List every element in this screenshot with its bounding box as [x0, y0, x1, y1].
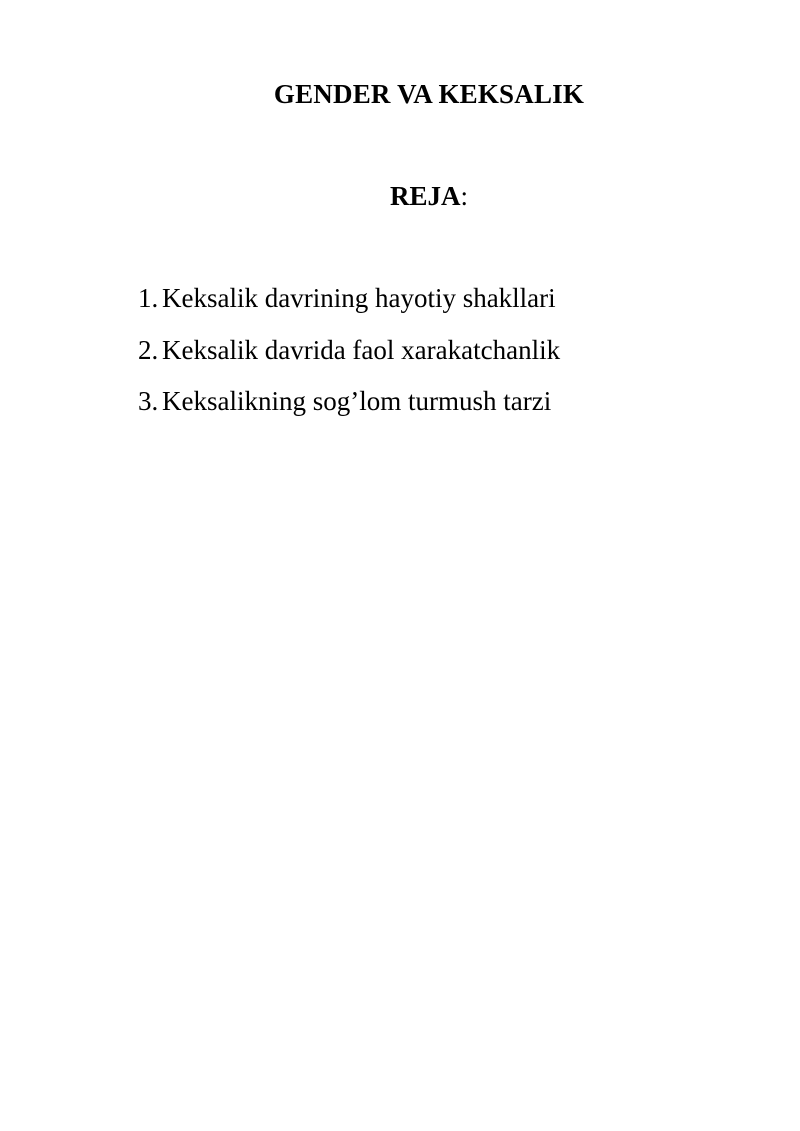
plan-item-number: 2. — [138, 334, 159, 365]
plan-item-text: Keksalikning sog’lom turmush tarzi — [162, 386, 552, 416]
plan-heading-word: REJA — [389, 181, 461, 211]
plan-heading — [0, 178, 800, 214]
plan-list — [138, 280, 560, 435]
plan-item-text: Keksalik davrining hayotiy shakllari — [162, 283, 556, 313]
plan-heading-colon: : — [460, 181, 469, 211]
plan-item — [138, 383, 560, 419]
document-title: GENDER VA KEKSALIK — [273, 79, 585, 109]
plan-item-number: 1. — [138, 283, 159, 313]
plan-item-text: Keksalik davrida faol xarakatchanlik — [162, 334, 561, 365]
plan-item — [138, 280, 560, 316]
plan-item — [138, 332, 560, 368]
plan-item-number: 3. — [138, 386, 159, 416]
